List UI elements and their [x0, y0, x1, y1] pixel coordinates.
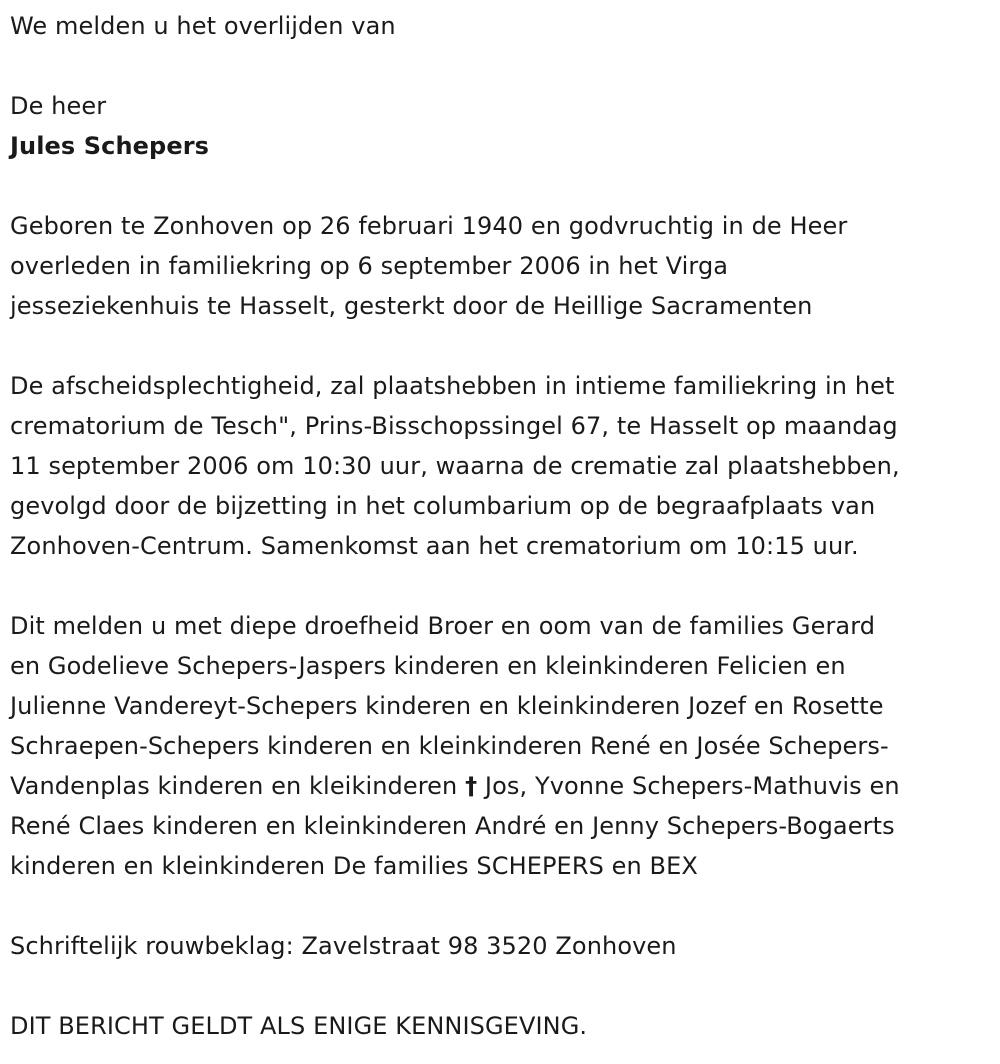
- ceremony-paragraph: [10, 366, 985, 566]
- paragraph-line: De afscheidsplechtigheid, zal plaatshebben in intieme familiekring in het: [10, 372, 895, 400]
- spacer: [10, 46, 985, 86]
- paragraph-line: Zonhoven-Centrum. Samenkomst aan het crematorium om 10:15 uur.: [10, 532, 859, 560]
- birth-death-paragraph: [10, 206, 985, 326]
- paragraph-line: René Claes kinderen en kleinkinderen André en Jenny Schepers-Bogaerts: [10, 812, 895, 840]
- paragraph-line: jesseziekenhuis te Hasselt, gesterkt door de Heillige Sacramenten: [10, 292, 813, 320]
- condolence-address: Schriftelijk rouwbeklag: Zavelstraat 98 3520 Zonhoven: [10, 932, 677, 960]
- family-paragraph: [10, 606, 985, 886]
- intro-text: We melden u het overlijden van: [10, 12, 396, 40]
- closing-statement: DIT BERICHT GELDT ALS ENIGE KENNISGEVING.: [10, 1012, 588, 1040]
- paragraph-line: kinderen en kleinkinderen De families SCHEPERS en BEX: [10, 852, 698, 880]
- cross-icon: †: [465, 772, 478, 800]
- paragraph-line: [10, 766, 985, 806]
- honorific: De heer: [10, 92, 107, 120]
- spacer: [10, 166, 985, 206]
- spacer: [10, 566, 985, 606]
- paragraph-line: crematorium de Tesch", Prins-Bisschopssingel 67, te Hasselt op maandag: [10, 412, 898, 440]
- paragraph-line: gevolgd door de bijzetting in het columbarium op de begraafplaats van: [10, 492, 876, 520]
- spacer: [10, 886, 985, 926]
- paragraph-line: Geboren te Zonhoven op 26 februari 1940 en godvruchtig in de Heer: [10, 212, 848, 240]
- death-notice: [10, 6, 985, 1046]
- paragraph-line: Dit melden u met diepe droefheid Broer en oom van de families Gerard: [10, 612, 876, 640]
- spacer: [10, 326, 985, 366]
- paragraph-line: Julienne Vandereyt-Schepers kinderen en kleinkinderen Jozef en Rosette: [10, 692, 884, 720]
- paragraph-line: en Godelieve Schepers-Jaspers kinderen en kleinkinderen Felicien en: [10, 652, 846, 680]
- line-text: Jos, Yvonne Schepers-Mathuvis en: [477, 772, 900, 800]
- paragraph-line: 11 september 2006 om 10:30 uur, waarna de crematie zal plaatshebben,: [10, 452, 900, 480]
- line-text: Vandenplas kinderen en kleikinderen: [10, 772, 466, 800]
- deceased-name: Jules Schepers: [10, 132, 210, 160]
- spacer: [10, 966, 985, 1006]
- paragraph-line: overleden in familiekring op 6 september 2006 in het Virga: [10, 252, 729, 280]
- paragraph-line: Schraepen-Schepers kinderen en kleinkinderen René en Josée Schepers-: [10, 732, 889, 760]
